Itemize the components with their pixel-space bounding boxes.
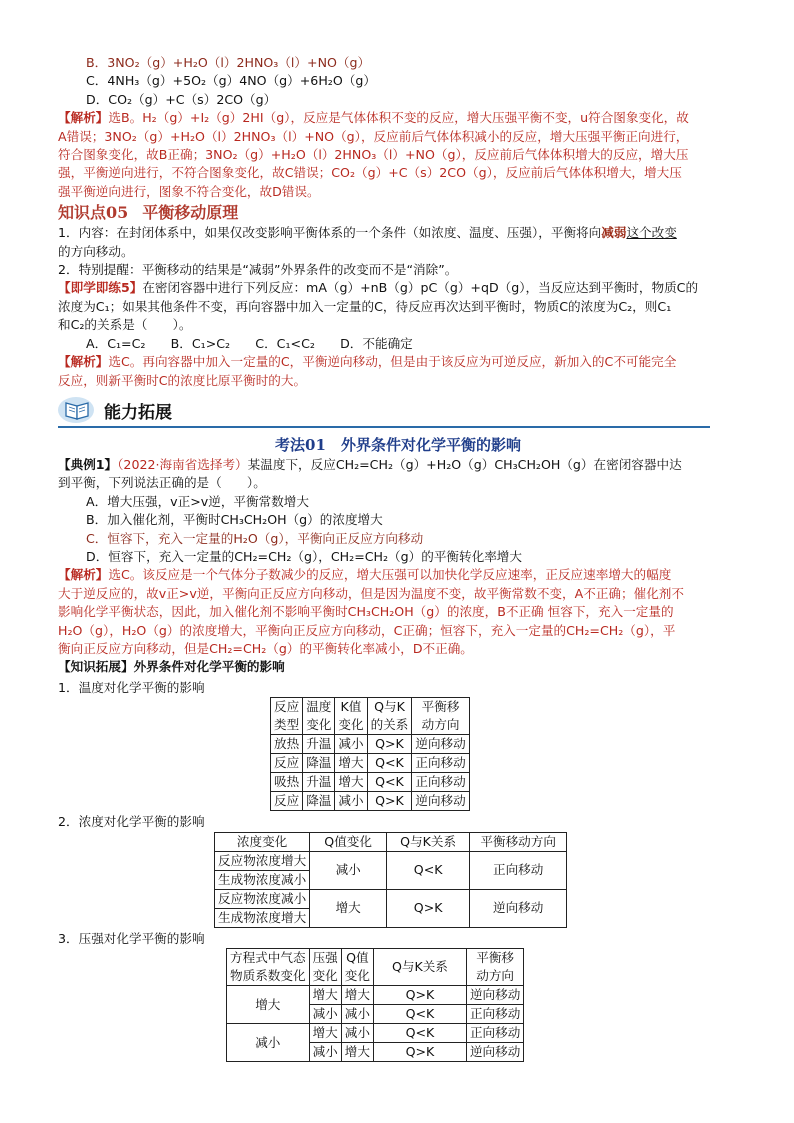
knowledge-extension — [58, 658, 738, 676]
example-option-a: A．增大压强，v正>v逆，平衡常数增大 — [86, 493, 309, 509]
table-cell: 减小 — [227, 1024, 310, 1062]
table-cell: 降温 — [303, 754, 335, 773]
underlined-text: 这个改变 — [626, 225, 677, 241]
table-header-cell: Q与K关系 — [387, 832, 470, 851]
example-source: （2022·海南省选择考） — [117, 456, 248, 472]
concentration-table — [214, 832, 567, 928]
extension-title: 外界条件对化学平衡的影响 — [133, 659, 285, 675]
table-header-row — [271, 698, 470, 735]
section-title: 能力拓展 — [104, 402, 172, 422]
table-cell: Q<K — [387, 851, 470, 889]
table-cell: 增大 — [335, 773, 367, 792]
analysis-tag: 【解析】 — [58, 567, 109, 583]
practice-5 — [58, 279, 738, 389]
table-header-cell: Q值 变化 — [341, 949, 373, 986]
table-row — [215, 889, 567, 908]
method-title: 外界条件对化学平衡的影响 — [340, 435, 521, 454]
table-cell: 反应物浓度增大 — [215, 851, 310, 870]
analysis-line: 衡向正反应方向移动，但是CH₂=CH₂（g）的平衡转化率减小，D不正确。 — [58, 640, 473, 656]
table-cell: 放热 — [271, 735, 303, 754]
table-header-cell: K值 变化 — [335, 698, 367, 735]
example-line: 某温度下，反应CH₂=CH₂（g）+H₂O（g）CH₃CH₂OH（g）在密闭容器中达 — [247, 456, 682, 472]
table-header-row — [215, 832, 567, 851]
analysis-line: 大于逆反应的，故v正>v逆，平衡向正反应方向移动，但是因为温度不变，故平衡常数不变，A不正确；催化剂不 — [58, 585, 684, 601]
table-header-cell: 平衡移 动方向 — [466, 949, 523, 986]
analysis-block-1 — [58, 109, 738, 201]
method-number: 考法01 — [275, 435, 326, 454]
table-cell: 升温 — [303, 773, 335, 792]
practice-tag: 【即学即练5】 — [58, 280, 143, 296]
table-cell: 减小 — [341, 1005, 373, 1024]
table-row — [271, 735, 470, 754]
principle-line: 1．内容：在封闭体系中，如果仅改变影响平衡体系的一个条件（如浓度、温度、压强），平衡将向 — [58, 225, 602, 241]
table3-label: 3．压强对化学平衡的影响 — [58, 930, 205, 946]
example-option-c: C．恒容下，充入一定量的H₂O（g），平衡向正反应方向移动 — [86, 530, 424, 546]
open-book-icon — [58, 394, 98, 424]
principle-line: 的方向移动。 — [58, 243, 134, 259]
table-cell: 减小 — [310, 851, 387, 889]
table-cell: Q<K — [367, 754, 412, 773]
analysis-tag: 【解析】 — [58, 354, 109, 370]
table-cell: Q>K — [367, 735, 412, 754]
analysis-line: A错误；3NO₂（g）+H₂O（l）2HNO₃（l）+NO（g），反应前后气体体积减小的反应，增大压强平衡正向进行， — [58, 128, 689, 144]
knowledge-point-number: 知识点05 — [58, 203, 129, 223]
pressure-table — [226, 948, 524, 1062]
table-cell: 减小 — [309, 1043, 341, 1062]
keyword-weaken: 减弱 — [601, 225, 627, 241]
section-header — [58, 394, 738, 424]
analysis-line: H₂O（g），H₂O（g）的浓度增大，平衡向正反应方向移动，C正确；恒容下，充入一定量的CH₂=CH₂（g），平 — [58, 622, 676, 638]
analysis-tag: 【解析】 — [58, 110, 109, 126]
table-cell: 降温 — [303, 792, 335, 811]
table-row — [227, 986, 524, 1005]
table2-label: 2．浓度对化学平衡的影响 — [58, 814, 205, 830]
analysis-line: 影响化学平衡状态，因此，加入催化剂不影响平衡时CH₃CH₂OH（g）的浓度，B不正确 恒容下，充入一定量的 — [58, 604, 674, 620]
knowledge-point-heading — [58, 202, 738, 224]
table-cell: 正向移动 — [466, 1005, 523, 1024]
option-b: B．3NO₂（g）+H₂O（l）2HNO₃（l）+NO（g） — [86, 55, 371, 70]
analysis-line: 强，平衡逆向进行，不符合图象变化，故C错误；CO₂（g）+C（s）2CO（g），反应前后气体体积增大，增大压 — [58, 165, 682, 181]
analysis-line: 符合图象变化，故B正确；3NO₂（g）+H₂O（l）2HNO₃（l）+NO（g），反应前后气体体积增大的反应，增大压 — [58, 147, 689, 163]
example-option-b: B．加入催化剂，平衡时CH₃CH₂OH（g）的浓度增大 — [86, 512, 383, 528]
table-cell: Q<K — [373, 1024, 466, 1043]
temperature-table — [270, 697, 470, 811]
table-cell: Q>K — [367, 792, 412, 811]
document-page — [58, 54, 738, 1062]
table-header-cell: 温度 变化 — [303, 698, 335, 735]
analysis-line: 强平衡逆向进行，图象不符合变化，故D错误。 — [58, 183, 320, 199]
table-row — [227, 1024, 524, 1043]
table-cell: 增大 — [309, 1024, 341, 1043]
table-row — [215, 851, 567, 870]
table-header-cell: 平衡移 动方向 — [412, 698, 469, 735]
method-heading — [58, 434, 738, 456]
table-cell: 反应物浓度减小 — [215, 889, 310, 908]
knowledge-point-title: 平衡移动原理 — [142, 203, 239, 223]
table-header-cell: 平衡移动方向 — [470, 832, 567, 851]
table-cell: 减小 — [309, 1005, 341, 1024]
extension-tag: 【知识拓展】 — [58, 659, 134, 675]
table-row — [271, 792, 470, 811]
table-cell: 增大 — [341, 1043, 373, 1062]
table-cell: 增大 — [227, 986, 310, 1024]
option-d: D．CO₂（g）+C（s）2CO（g） — [86, 91, 277, 107]
example-line: 到平衡，下列说法正确的是（ ）。 — [58, 475, 266, 491]
practice-line: 和C₂的关系是（ ）。 — [58, 317, 192, 333]
table-cell: 逆向移动 — [412, 735, 469, 754]
table-cell: 增大 — [335, 754, 367, 773]
table-row — [271, 754, 470, 773]
table-cell: 吸热 — [271, 773, 303, 792]
analysis-line: 选B。H₂（g）+I₂（g）2HI（g），反应是气体体积不变的反应，增大压强平衡不变，u符合图象变化，故 — [108, 110, 689, 126]
table-header-cell: 方程式中气态 物质系数变化 — [227, 949, 310, 986]
table-cell: Q>K — [387, 889, 470, 927]
table-cell: Q<K — [373, 1005, 466, 1024]
option-c: C．4NH₃（g）+5O₂（g）4NO（g）+6H₂O（g） — [86, 73, 376, 89]
table-cell: 减小 — [335, 792, 367, 811]
section-rule — [58, 426, 710, 428]
example-tag: 【典例1】 — [58, 456, 118, 472]
table-cell: Q>K — [373, 1043, 466, 1062]
analysis-line: 选C。该反应是一个气体分子数减少的反应，增大压强可以加快化学反应速率，正反应速率增大的幅度 — [108, 567, 672, 583]
analysis-line: 选C。再向容器中加入一定量的C，平衡逆向移动，但是由于该反应为可逆反应，新加入的C不可能完全 — [108, 354, 677, 370]
analysis-line: 反应，则新平衡时C的浓度比原平衡时的大。 — [58, 372, 307, 388]
table-cell: 反应 — [271, 754, 303, 773]
table1-label: 1．温度对化学平衡的影响 — [58, 679, 205, 695]
table-cell: 升温 — [303, 735, 335, 754]
practice-line: 浓度为C₁；如果其他条件不变，再向容器中加入一定量的C，待反应再次达到平衡时，物质C的浓度为C₂，则C₁ — [58, 298, 672, 314]
table-cell: 增大 — [310, 889, 387, 927]
table-cell: 逆向移动 — [466, 1043, 523, 1062]
example-1 — [58, 456, 738, 658]
table-cell: 逆向移动 — [470, 889, 567, 927]
table-cell: Q<K — [367, 773, 412, 792]
example-option-d: D．恒容下，充入一定量的CH₂=CH₂（g），CH₂=CH₂（g）的平衡转化率增大 — [86, 548, 522, 564]
table-header-cell: 浓度变化 — [215, 832, 310, 851]
table-cell: 正向移动 — [466, 1024, 523, 1043]
table-cell: 增大 — [309, 986, 341, 1005]
table-cell: 生成物浓度增大 — [215, 908, 310, 927]
table-cell: Q>K — [373, 986, 466, 1005]
principle-block — [58, 224, 738, 279]
principle-note: 2．特别提醒：平衡移动的结果是“减弱”外界条件的改变而不是“消除”。 — [58, 262, 458, 278]
table-header-cell: 反应 类型 — [271, 698, 303, 735]
table-cell: 正向移动 — [470, 851, 567, 889]
table-cell: 生成物浓度减小 — [215, 870, 310, 889]
practice-line: 在密闭容器中进行下列反应：mA（g）+nB（g）pC（g）+qD（g），当反应达到平衡时，物质C的 — [142, 280, 699, 296]
table-cell: 正向移动 — [412, 754, 469, 773]
table-row — [271, 773, 470, 792]
table-cell: 正向移动 — [412, 773, 469, 792]
table-header-cell: Q与K 的关系 — [367, 698, 412, 735]
table-header-cell: 压强 变化 — [309, 949, 341, 986]
practice-options: A．C₁=C₂ B．C₁>C₂ C．C₁<C₂ D．不能确定 — [86, 335, 413, 351]
table-header-cell: Q值变化 — [310, 832, 387, 851]
table-cell: 减小 — [335, 735, 367, 754]
table-header-row — [227, 949, 524, 986]
table-cell: 减小 — [341, 1024, 373, 1043]
table-cell: 反应 — [271, 792, 303, 811]
table-cell: 逆向移动 — [466, 986, 523, 1005]
table-cell: 增大 — [341, 986, 373, 1005]
table-cell: 逆向移动 — [412, 792, 469, 811]
table-header-cell: Q与K关系 — [373, 949, 466, 986]
